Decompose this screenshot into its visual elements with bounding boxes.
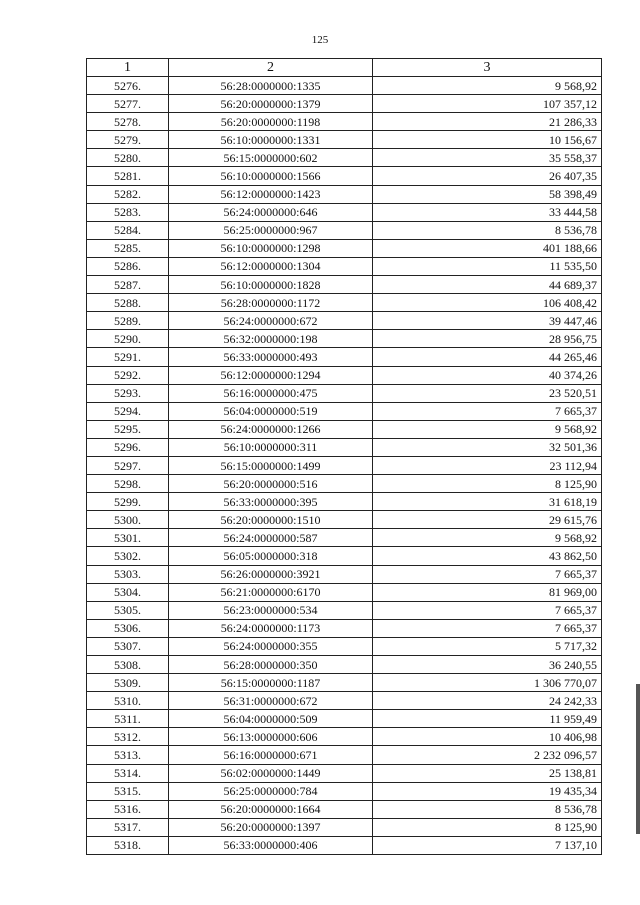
cadastral-number-cell: 56:23:0000000:534 xyxy=(169,601,373,619)
value-cell: 44 265,46 xyxy=(373,348,602,366)
row-number-cell: 5312. xyxy=(87,728,169,746)
table-row xyxy=(87,710,602,728)
cadastral-number-cell: 56:12:0000000:1304 xyxy=(169,257,373,275)
row-number-cell: 5287. xyxy=(87,276,169,294)
table-row xyxy=(87,239,602,257)
value-cell: 25 138,81 xyxy=(373,764,602,782)
table-row xyxy=(87,818,602,836)
row-number-cell: 5283. xyxy=(87,203,169,221)
cadastral-number-cell: 56:24:0000000:1173 xyxy=(169,619,373,637)
table-row xyxy=(87,782,602,800)
value-cell: 81 969,00 xyxy=(373,583,602,601)
cadastral-number-cell: 56:32:0000000:198 xyxy=(169,330,373,348)
row-number-cell: 5289. xyxy=(87,312,169,330)
table-row xyxy=(87,456,602,474)
value-cell: 8 125,90 xyxy=(373,475,602,493)
table-row xyxy=(87,131,602,149)
table-row xyxy=(87,149,602,167)
table-row xyxy=(87,692,602,710)
cadastral-number-cell: 56:33:0000000:493 xyxy=(169,348,373,366)
table-row xyxy=(87,746,602,764)
cadastral-number-cell: 56:12:0000000:1423 xyxy=(169,185,373,203)
row-number-cell: 5286. xyxy=(87,257,169,275)
row-number-cell: 5293. xyxy=(87,384,169,402)
table-row xyxy=(87,294,602,312)
cadastral-number-cell: 56:20:0000000:1397 xyxy=(169,818,373,836)
row-number-cell: 5305. xyxy=(87,601,169,619)
value-cell: 107 357,12 xyxy=(373,95,602,113)
value-cell: 7 665,37 xyxy=(373,402,602,420)
row-number-cell: 5307. xyxy=(87,637,169,655)
row-number-cell: 5292. xyxy=(87,366,169,384)
table-row xyxy=(87,511,602,529)
row-number-cell: 5284. xyxy=(87,221,169,239)
row-number-cell: 5280. xyxy=(87,149,169,167)
column-header-3: 3 xyxy=(373,59,602,77)
cadastral-number-cell: 56:31:0000000:672 xyxy=(169,692,373,710)
value-cell: 23 112,94 xyxy=(373,456,602,474)
value-cell: 2 232 096,57 xyxy=(373,746,602,764)
cadastral-number-cell: 56:15:0000000:1499 xyxy=(169,456,373,474)
row-number-cell: 5313. xyxy=(87,746,169,764)
value-cell: 9 568,92 xyxy=(373,529,602,547)
value-cell: 28 956,75 xyxy=(373,330,602,348)
table-row xyxy=(87,764,602,782)
row-number-cell: 5308. xyxy=(87,656,169,674)
header-row xyxy=(87,59,602,77)
value-cell: 40 374,26 xyxy=(373,366,602,384)
cadastral-number-cell: 56:10:0000000:1298 xyxy=(169,239,373,257)
value-cell: 10 406,98 xyxy=(373,728,602,746)
row-number-cell: 5295. xyxy=(87,420,169,438)
value-cell: 19 435,34 xyxy=(373,782,602,800)
cadastral-number-cell: 56:13:0000000:606 xyxy=(169,728,373,746)
value-cell: 39 447,46 xyxy=(373,312,602,330)
table-row xyxy=(87,402,602,420)
value-cell: 26 407,35 xyxy=(373,167,602,185)
row-number-cell: 5277. xyxy=(87,95,169,113)
cadastral-number-cell: 56:20:0000000:1510 xyxy=(169,511,373,529)
row-number-cell: 5297. xyxy=(87,456,169,474)
cadastral-number-cell: 56:15:0000000:602 xyxy=(169,149,373,167)
table-row xyxy=(87,113,602,131)
row-number-cell: 5309. xyxy=(87,674,169,692)
row-number-cell: 5285. xyxy=(87,239,169,257)
value-cell: 11 959,49 xyxy=(373,710,602,728)
row-number-cell: 5317. xyxy=(87,818,169,836)
row-number-cell: 5303. xyxy=(87,565,169,583)
table-row xyxy=(87,601,602,619)
row-number-cell: 5281. xyxy=(87,167,169,185)
table-row xyxy=(87,836,602,854)
row-number-cell: 5291. xyxy=(87,348,169,366)
value-cell: 35 558,37 xyxy=(373,149,602,167)
registry-table xyxy=(86,58,602,855)
row-number-cell: 5282. xyxy=(87,185,169,203)
row-number-cell: 5314. xyxy=(87,764,169,782)
value-cell: 44 689,37 xyxy=(373,276,602,294)
table-row xyxy=(87,348,602,366)
table-row xyxy=(87,185,602,203)
cadastral-number-cell: 56:10:0000000:1828 xyxy=(169,276,373,294)
cadastral-number-cell: 56:16:0000000:475 xyxy=(169,384,373,402)
table-row xyxy=(87,637,602,655)
value-cell: 31 618,19 xyxy=(373,493,602,511)
row-number-cell: 5296. xyxy=(87,438,169,456)
row-number-cell: 5311. xyxy=(87,710,169,728)
table-row xyxy=(87,257,602,275)
value-cell: 32 501,36 xyxy=(373,438,602,456)
value-cell: 8 536,78 xyxy=(373,800,602,818)
table-row xyxy=(87,312,602,330)
cadastral-number-cell: 56:04:0000000:519 xyxy=(169,402,373,420)
cadastral-number-cell: 56:20:0000000:1379 xyxy=(169,95,373,113)
cadastral-number-cell: 56:10:0000000:1331 xyxy=(169,131,373,149)
cadastral-number-cell: 56:12:0000000:1294 xyxy=(169,366,373,384)
value-cell: 24 242,33 xyxy=(373,692,602,710)
cadastral-number-cell: 56:20:0000000:1664 xyxy=(169,800,373,818)
value-cell: 7 665,37 xyxy=(373,565,602,583)
table-row xyxy=(87,529,602,547)
table-row xyxy=(87,547,602,565)
value-cell: 8 536,78 xyxy=(373,221,602,239)
column-header-2: 2 xyxy=(169,59,373,77)
value-cell: 23 520,51 xyxy=(373,384,602,402)
table-row xyxy=(87,221,602,239)
table-row xyxy=(87,330,602,348)
row-number-cell: 5318. xyxy=(87,836,169,854)
scan-edge-mark xyxy=(636,684,640,834)
row-number-cell: 5302. xyxy=(87,547,169,565)
cadastral-number-cell: 56:28:0000000:1335 xyxy=(169,77,373,95)
value-cell: 7 665,37 xyxy=(373,601,602,619)
row-number-cell: 5276. xyxy=(87,77,169,95)
row-number-cell: 5290. xyxy=(87,330,169,348)
table-row xyxy=(87,565,602,583)
table-row xyxy=(87,619,602,637)
value-cell: 29 615,76 xyxy=(373,511,602,529)
cadastral-number-cell: 56:24:0000000:1266 xyxy=(169,420,373,438)
table-row xyxy=(87,95,602,113)
table-row xyxy=(87,438,602,456)
row-number-cell: 5288. xyxy=(87,294,169,312)
cadastral-number-cell: 56:24:0000000:672 xyxy=(169,312,373,330)
table-row xyxy=(87,674,602,692)
cadastral-number-cell: 56:20:0000000:516 xyxy=(169,475,373,493)
table-row xyxy=(87,493,602,511)
cadastral-number-cell: 56:24:0000000:355 xyxy=(169,637,373,655)
table-row xyxy=(87,800,602,818)
table-row xyxy=(87,656,602,674)
row-number-cell: 5298. xyxy=(87,475,169,493)
column-header-1: 1 xyxy=(87,59,169,77)
row-number-cell: 5300. xyxy=(87,511,169,529)
value-cell: 5 717,32 xyxy=(373,637,602,655)
cadastral-number-cell: 56:04:0000000:509 xyxy=(169,710,373,728)
row-number-cell: 5278. xyxy=(87,113,169,131)
value-cell: 11 535,50 xyxy=(373,257,602,275)
value-cell: 9 568,92 xyxy=(373,420,602,438)
value-cell: 106 408,42 xyxy=(373,294,602,312)
cadastral-number-cell: 56:33:0000000:395 xyxy=(169,493,373,511)
value-cell: 58 398,49 xyxy=(373,185,602,203)
cadastral-number-cell: 56:05:0000000:318 xyxy=(169,547,373,565)
table-row xyxy=(87,384,602,402)
row-number-cell: 5306. xyxy=(87,619,169,637)
cadastral-number-cell: 56:10:0000000:1566 xyxy=(169,167,373,185)
table-row xyxy=(87,420,602,438)
value-cell: 33 444,58 xyxy=(373,203,602,221)
cadastral-number-cell: 56:26:0000000:3921 xyxy=(169,565,373,583)
row-number-cell: 5310. xyxy=(87,692,169,710)
cadastral-number-cell: 56:25:0000000:784 xyxy=(169,782,373,800)
value-cell: 401 188,66 xyxy=(373,239,602,257)
table-row xyxy=(87,276,602,294)
cadastral-number-cell: 56:10:0000000:311 xyxy=(169,438,373,456)
row-number-cell: 5299. xyxy=(87,493,169,511)
row-number-cell: 5279. xyxy=(87,131,169,149)
cadastral-number-cell: 56:24:0000000:646 xyxy=(169,203,373,221)
value-cell: 7 665,37 xyxy=(373,619,602,637)
value-cell: 43 862,50 xyxy=(373,547,602,565)
row-number-cell: 5301. xyxy=(87,529,169,547)
row-number-cell: 5304. xyxy=(87,583,169,601)
cadastral-number-cell: 56:25:0000000:967 xyxy=(169,221,373,239)
table-row xyxy=(87,77,602,95)
cadastral-number-cell: 56:15:0000000:1187 xyxy=(169,674,373,692)
table-row xyxy=(87,475,602,493)
row-number-cell: 5316. xyxy=(87,800,169,818)
table-row xyxy=(87,203,602,221)
cadastral-number-cell: 56:02:0000000:1449 xyxy=(169,764,373,782)
cadastral-number-cell: 56:28:0000000:350 xyxy=(169,656,373,674)
value-cell: 1 306 770,07 xyxy=(373,674,602,692)
value-cell: 10 156,67 xyxy=(373,131,602,149)
page-number: 125 xyxy=(311,34,329,46)
table-row xyxy=(87,366,602,384)
row-number-cell: 5315. xyxy=(87,782,169,800)
table-row xyxy=(87,583,602,601)
cadastral-number-cell: 56:16:0000000:671 xyxy=(169,746,373,764)
cadastral-number-cell: 56:20:0000000:1198 xyxy=(169,113,373,131)
value-cell: 8 125,90 xyxy=(373,818,602,836)
cadastral-number-cell: 56:21:0000000:6170 xyxy=(169,583,373,601)
row-number-cell: 5294. xyxy=(87,402,169,420)
value-cell: 36 240,55 xyxy=(373,656,602,674)
value-cell: 9 568,92 xyxy=(373,77,602,95)
cadastral-number-cell: 56:28:0000000:1172 xyxy=(169,294,373,312)
value-cell: 7 137,10 xyxy=(373,836,602,854)
table-row xyxy=(87,167,602,185)
table-row xyxy=(87,728,602,746)
cadastral-number-cell: 56:24:0000000:587 xyxy=(169,529,373,547)
cadastral-number-cell: 56:33:0000000:406 xyxy=(169,836,373,854)
value-cell: 21 286,33 xyxy=(373,113,602,131)
